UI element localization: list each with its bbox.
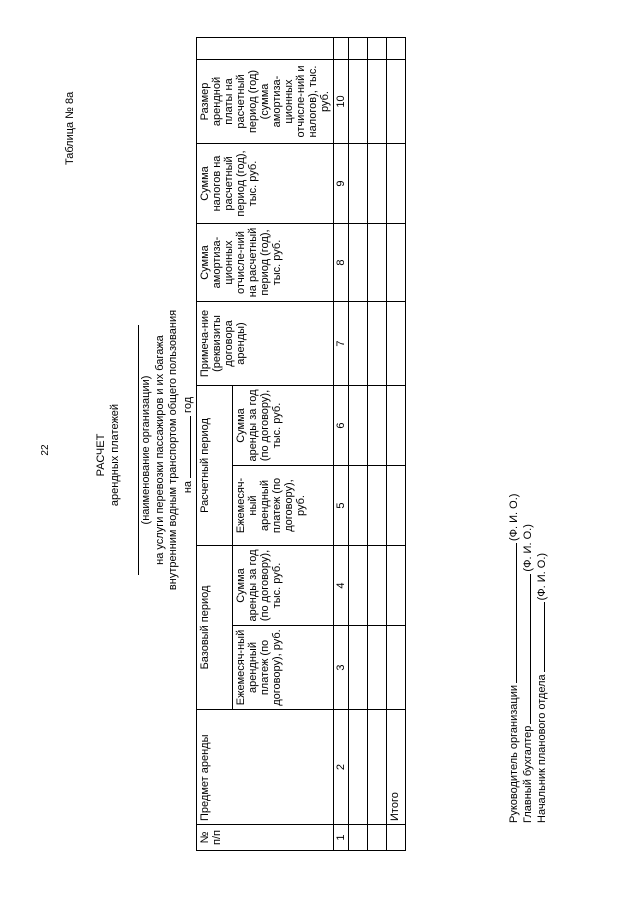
table-row bbox=[349, 38, 368, 851]
year-blank bbox=[180, 416, 191, 478]
table-row bbox=[368, 38, 387, 851]
header-col1: № п/п bbox=[197, 825, 334, 851]
header-col9: Сумма налогов на расчетный период (год), тыс. руб. bbox=[197, 144, 334, 224]
signature-planning bbox=[534, 553, 548, 823]
org-subtitle-line-1: на услуги перевозки пассажиров и их багажа bbox=[154, 335, 166, 565]
index-cell: 6 bbox=[334, 386, 349, 466]
org-caption: (наименование организации) bbox=[140, 375, 152, 525]
index-cell: 2 bbox=[334, 710, 349, 825]
header-spare bbox=[197, 38, 334, 60]
signature-planning-label: Начальник планового отдела bbox=[536, 674, 548, 823]
fio-caption: (Ф. И. О.) bbox=[508, 493, 520, 541]
index-cell: 8 bbox=[334, 224, 349, 302]
fio-caption: (Ф. И. О.) bbox=[522, 524, 534, 572]
index-cell: 10 bbox=[334, 60, 349, 144]
header-col3: Ежемесяч-ный арендный платеж (по договору), руб. bbox=[233, 626, 334, 710]
header-calc-period: Расчетный период bbox=[197, 386, 233, 546]
signature-accountant-label: Главный бухгалтер bbox=[522, 725, 534, 823]
index-cell: 4 bbox=[334, 546, 349, 626]
index-row bbox=[334, 38, 349, 851]
header-col4: Сумма аренды за год (по договору), тыс. руб. bbox=[233, 546, 334, 626]
fio-caption: (Ф. И. О.) bbox=[536, 552, 548, 601]
index-cell: 5 bbox=[334, 466, 349, 546]
header-col6: Сумма аренды за год (по договору), тыс. руб. bbox=[233, 386, 334, 466]
signature-accountant bbox=[520, 524, 534, 823]
index-cell: 1 bbox=[334, 825, 349, 851]
org-subtitle bbox=[154, 245, 180, 655]
signature-head-label: Руководитель организации bbox=[508, 684, 520, 823]
index-cell: 9 bbox=[334, 144, 349, 224]
header-base-period: Базовый период bbox=[197, 546, 233, 710]
page-number: 22 bbox=[40, 444, 51, 456]
org-name-line bbox=[138, 325, 139, 575]
header-col7: Примеча-ние (реквизиты договора аренды) bbox=[197, 302, 334, 386]
total-row bbox=[387, 38, 406, 851]
year-suffix: год bbox=[182, 396, 194, 413]
rent-calculation-table bbox=[196, 37, 406, 851]
signature-line bbox=[520, 574, 531, 724]
title-main: РАСЧЕТ bbox=[95, 433, 107, 477]
index-cell-spare bbox=[334, 38, 349, 60]
signature-head bbox=[506, 494, 520, 823]
signature-line bbox=[534, 602, 545, 672]
table-number: Таблица № 8а bbox=[64, 91, 76, 165]
header-col5: Ежемесяч-ный арендный платеж (по договору), руб. bbox=[233, 466, 334, 546]
index-cell: 3 bbox=[334, 626, 349, 710]
title-sub: арендных платежей bbox=[109, 403, 121, 507]
document-title bbox=[94, 305, 122, 605]
year-line bbox=[180, 345, 194, 545]
header-row-1 bbox=[197, 38, 233, 851]
on-prefix: на bbox=[182, 480, 194, 494]
org-subtitle-line-2: внутренним водным транспортом общего пользования bbox=[167, 309, 179, 591]
header-col2: Предмет аренды bbox=[197, 710, 334, 825]
index-cell: 7 bbox=[334, 302, 349, 386]
header-col10: Размер арендной платы на расчетный период (год) (сумма амортиза-ционных отчисле-ний и налогов), тыс. руб. bbox=[197, 60, 334, 144]
header-col8: Сумма амортиза-ционных отчисле-ний на расчетный период (год), тыс. руб. bbox=[197, 224, 334, 302]
signature-line bbox=[506, 543, 517, 683]
total-label: Итого bbox=[387, 710, 406, 825]
